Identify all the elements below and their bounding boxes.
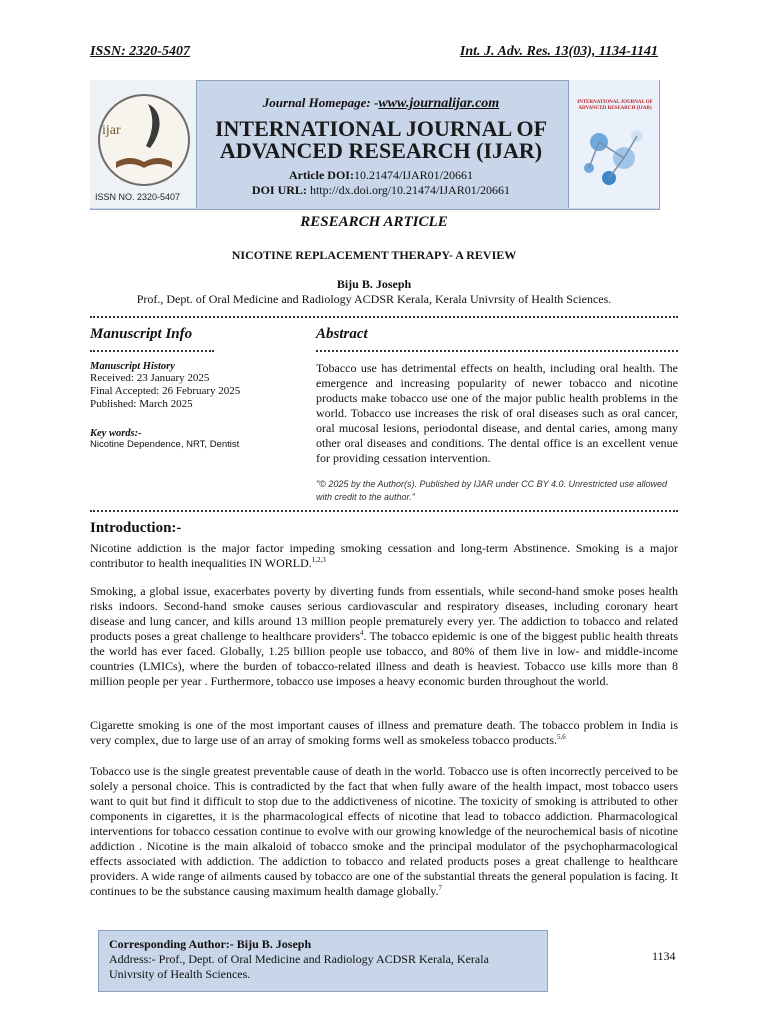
introduction-heading: Introduction:- (90, 520, 182, 536)
intro-paragraph-3 (90, 718, 678, 748)
divider (90, 510, 678, 512)
intro-paragraph-1 (90, 541, 678, 571)
keywords-label: Key words:- (90, 428, 142, 439)
paragraph-text: Nicotine addiction is the major factor impeding smoking cessation and long-term Abstinence. Smoking is a major contributor to health inequalities IN WORLD. (90, 541, 678, 570)
logo-wordmark: ijar (102, 123, 121, 138)
divider (90, 316, 678, 318)
citation-ref: 4 (360, 629, 364, 637)
intro-paragraph-4 (90, 764, 678, 899)
journal-logo (98, 94, 190, 186)
citation-ref: 5,6 (557, 733, 566, 741)
paragraph-text: . The tobacco epidemic is one of the biggest public health threats the world has ever faced. Globally, 1.25 billion people use tobacco, and 80% of them live in low- and middle-income countries (LMICs), where the burden of tobacco-related illness and death is heaviest. Tobacco use kills more than 8 million people per year . Furthermore, tobacco use imposes a heavy economic burden throughout the world. (90, 629, 678, 688)
author-affiliation: Prof., Dept. of Oral Medicine and Radiology ACDSR Kerala, Kerala Univrsity of Health Sciences. (136, 292, 612, 306)
article-type: RESEARCH ARTICLE (300, 214, 448, 230)
corresponding-author: Corresponding Author:- Biju B. Joseph (109, 937, 312, 951)
received-date: Received: 23 January 2025 (90, 372, 210, 384)
abstract-heading: Abstract (316, 326, 368, 342)
citation-ref: 7 (438, 884, 442, 892)
doi-url-link[interactable]: http://dx.doi.org/10.21474/IJAR01/20661 (309, 183, 511, 197)
journal-title-line1: INTERNATIONAL JOURNAL OF (214, 116, 548, 141)
citation-text: Int. J. Adv. Res. 13(03), 1134-1141 (459, 44, 658, 59)
accepted-date: Final Accepted: 26 February 2025 (90, 385, 241, 397)
manuscript-history (90, 361, 300, 411)
history-label: Manuscript History (90, 361, 175, 372)
paper-title: NICOTINE REPLACEMENT THERAPY- A REVIEW (231, 248, 517, 262)
author-address: Address:- Prof., Dept. of Oral Medicine and Radiology ACDSR Kerala, Kerala Univrsity of Health Sciences. (109, 952, 489, 981)
doi-value: 10.21474/IJAR01/20661 (353, 168, 473, 182)
published-date: Published: March 2025 (90, 398, 193, 410)
paragraph-text: Smoking, a global issue, exacerbates poverty by diverting funds from essentials, while second-hand smoke poses health risks indoors. Second-hand smoke causes serious cardiovascular and respiratory diseases, including coronary heart disease and lung cancer, and kills around 13 million people prematurely every yer. The addiction to tobacco and related products poses a great challenge to healthcare providers (90, 584, 678, 643)
journal-title (200, 118, 562, 162)
doi-label: Article DOI: (289, 168, 354, 182)
divider (90, 350, 214, 352)
logo-issn: ISSN NO. 2320-5407 (95, 192, 181, 202)
author-name: Biju B. Joseph (336, 277, 412, 291)
paragraph-text: Cigarette smoking is one of the most important causes of illness and premature death. The tobacco problem in India is very complex, due to large use of an array of smoking forms well as smokeless tobacco products. (90, 718, 678, 747)
intro-paragraph-2 (90, 584, 678, 689)
homepage-link[interactable]: www.journalijar.com (378, 96, 500, 111)
page-number: 1134 (652, 949, 676, 963)
homepage-prefix: Journal Homepage: - (262, 95, 379, 110)
journal-title-line2: ADVANCED RESEARCH (IJAR) (219, 138, 543, 163)
journal-homepage (200, 95, 562, 112)
issn-text: ISSN: 2320-5407 (90, 44, 190, 59)
doi-block (200, 168, 562, 198)
keywords-block (90, 428, 305, 450)
license-note: "© 2025 by the Author(s). Published by IJAR under CC BY 4.0. Unrestricted use allowed with credit to the author." (316, 479, 668, 502)
cover-title: INTERNATIONAL JOURNAL OF ADVANCED RESEARCH (IJAR) (577, 100, 653, 111)
paragraph-text: Tobacco use is the single greatest preventable cause of death in the world. Tobacco use is often incorrectly perceived to be solely a personal choice. This is contradicted by the fact that when fully aware of the health impact, most tobacco users want to quit but find it difficult to stop due to the addictiveness of nicotine. The toxicity of smoking is attributed to other components in cigarettes, it is the pharmacological effects of nicotine that lead to tobacco addiction. Pharmacological interventions for tobacco cessation continue to evolve with our growing knowledge of the neurochemical basis of nicotine addiction . Nicotine is the main alkaloid of tobacco smoke and the principal modulator of the psychopharmacological effects associated with addiction. The addiction to tobacco and related products poses a great challenge to healthcare providers. A wide range of ailments caused by tobacco are one of the substantial threats the general population is facing. It continues to be the substance causing maximum health damage globally. (90, 764, 678, 898)
corresponding-author-box (98, 930, 548, 992)
manuscript-info-heading: Manuscript Info (90, 326, 193, 342)
divider (316, 350, 678, 352)
citation-ref: 1,2,3 (311, 556, 326, 564)
quill-book-icon (100, 96, 188, 184)
abstract-text: Tobacco use has detrimental effects on health, including oral health. The emergence and increasing popularity of newer tobacco and nicotine products make tobacco use one of the major public health problems in the world. Tobacco use increases the risk of oral diseases such as oral cancer, oral mucosal lesions, periodontal disease, and dental caries, among many other oral diseases and conditions. The dental office is an excellent venue for providing cessation intervention. (316, 361, 678, 465)
keywords-list: Nicotine Dependence, NRT, Dentist (90, 439, 240, 450)
running-header (90, 44, 658, 60)
doi-url-label: DOI URL: (251, 183, 307, 197)
